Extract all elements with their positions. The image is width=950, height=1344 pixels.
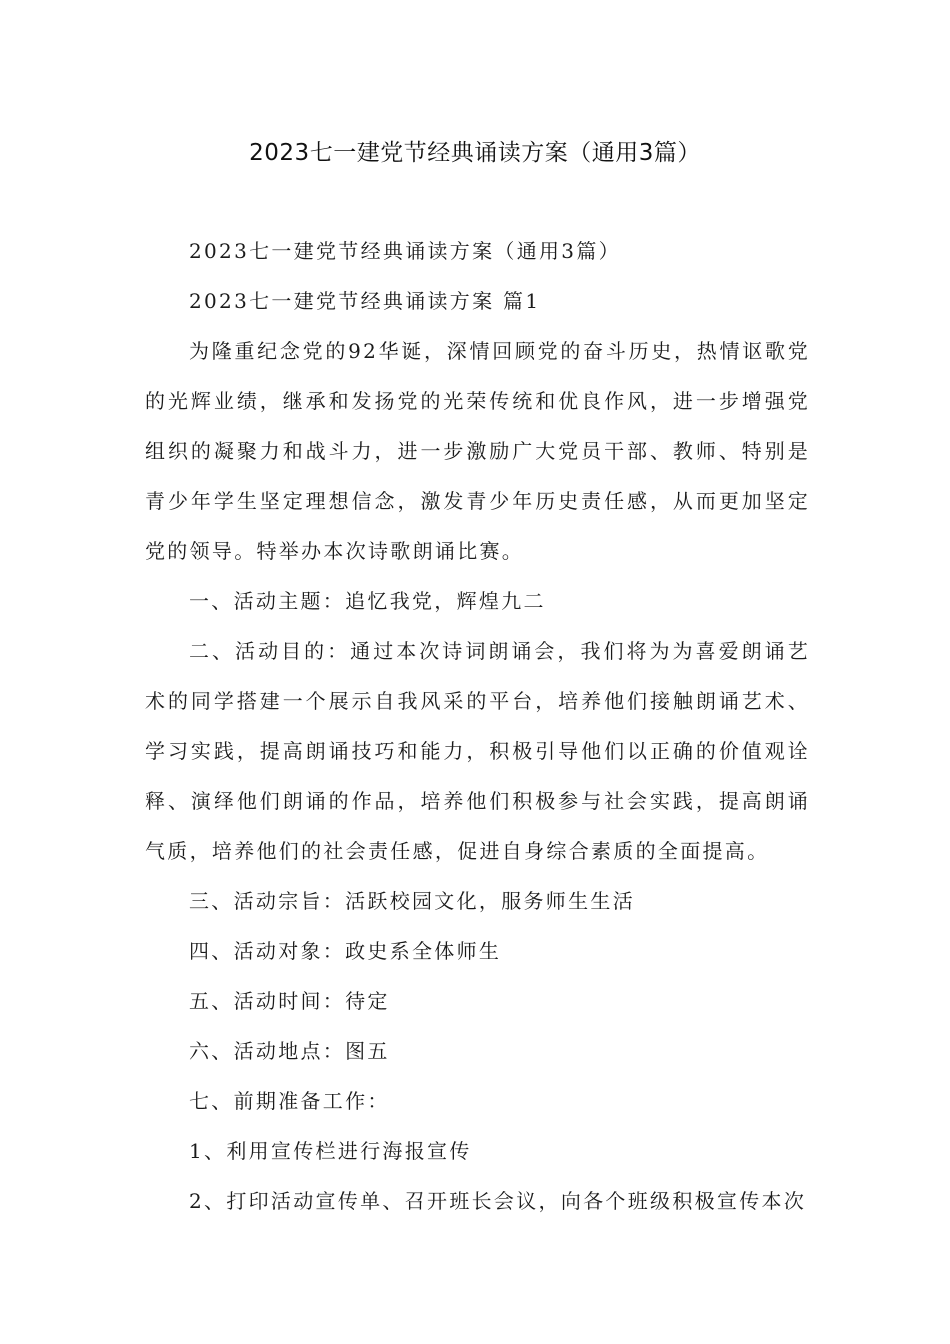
paragraph-time: 五、活动时间：待定 [189, 989, 390, 1013]
paragraph-step-1: 1、利用宣传栏进行海报宣传 [189, 1139, 472, 1163]
paragraph-step-2: 2、打印活动宣传单、召开班长会议，向各个班级积极宣传本次 [189, 1189, 807, 1213]
paragraph-audience: 四、活动对象：政史系全体师生 [189, 939, 502, 963]
document-title: 2023七一建党节经典诵读方案（通用3篇） [249, 140, 701, 166]
paragraph-section-title: 2023七一建党节经典诵读方案 篇1 [189, 289, 541, 313]
paragraph-location: 六、活动地点：图五 [189, 1039, 390, 1063]
document-body [145, 226, 810, 1226]
paragraph-heading: 2023七一建党节经典诵读方案（通用3篇） [189, 239, 621, 263]
paragraph-purpose: 二、活动目的：通过本次诗词朗诵会，我们将为为喜爱朗诵艺术的同学搭建一个展示自我风采的平台，培养他们接触朗诵艺术、学习实践，提高朗诵技巧和能力，积极引导他们以正确的价值观诠释、演绎他们朗诵的作品，培养他们积极参与社会实践，提高朗诵气质，培养他们的社会责任感，促进自身综合素质的全面提高。 [145, 639, 810, 863]
paragraph-aim: 三、活动宗旨：活跃校园文化，服务师生生活 [189, 889, 635, 913]
paragraph-preparation: 七、前期准备工作： [189, 1089, 390, 1113]
paragraph-theme: 一、活动主题：追忆我党，辉煌九二 [189, 589, 546, 613]
paragraph-intro: 为隆重纪念党的92华诞，深情回顾党的奋斗历史，热情讴歌党的光辉业绩，继承和发扬党的光荣传统和优良作风，进一步增强党组织的凝聚力和战斗力，进一步激励广大党员干部、教师、特别是青少年学生坚定理想信念，激发青少年历史责任感，从而更加坚定党的领导。特举办本次诗歌朗诵比赛。 [145, 339, 810, 563]
